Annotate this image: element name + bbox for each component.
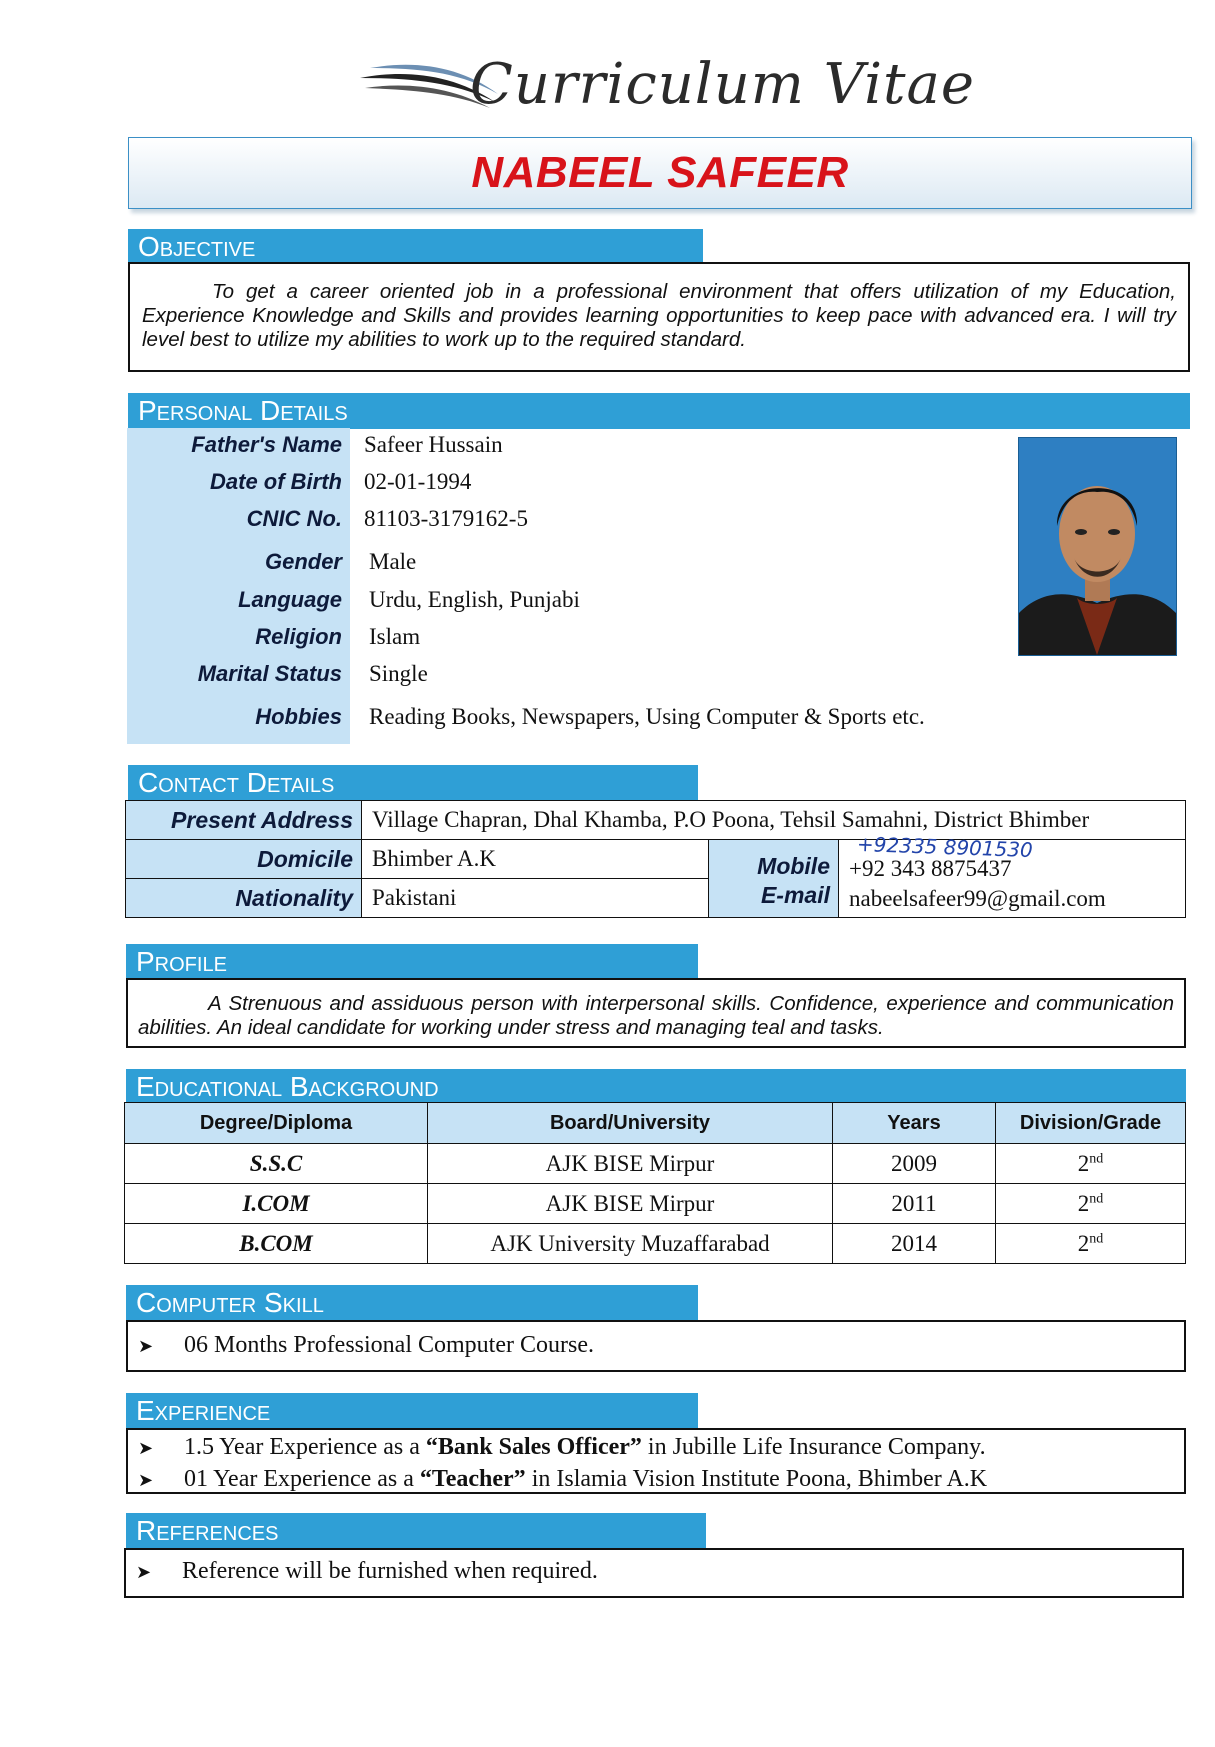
email-label: E-mail [760, 882, 830, 908]
profile-heading: Profile [126, 944, 698, 980]
personal-label: Father's Name [191, 432, 342, 457]
grade-cell [996, 1224, 1186, 1264]
experience-text: in Jubille Life Insurance Company. [641, 1434, 986, 1460]
column-header: Division/Grade [996, 1103, 1186, 1144]
list-item [138, 1332, 1184, 1359]
column-header: Board/University [428, 1103, 833, 1144]
contact-label: Present Address [126, 801, 362, 840]
personal-row [127, 432, 1127, 468]
grade-suffix: nd [1089, 1230, 1104, 1246]
grade-suffix: nd [1089, 1190, 1104, 1206]
objective-heading: Objective [128, 229, 703, 265]
personal-details-heading: Personal Details [128, 393, 1190, 429]
experience-text: in Islamia Vision Institute Poona, Bhimber A.K [525, 1466, 988, 1492]
table-row [126, 801, 1186, 840]
table-row [125, 1144, 1186, 1184]
board-cell: AJK BISE Mirpur [428, 1184, 833, 1224]
contact-table [125, 800, 1186, 918]
computer-skill-box [126, 1320, 1186, 1372]
personal-row [127, 661, 1127, 697]
profile-text: A Strenuous and assiduous person with interpersonal skills. Confidence, experience and communication abilities. An ideal candidate for working under stress and managing teal and tasks. [138, 992, 1174, 1039]
column-header: Years [833, 1103, 996, 1144]
personal-details-list [127, 428, 1127, 748]
personal-label: Language [238, 587, 342, 612]
personal-row [127, 587, 1127, 623]
objective-text: To get a career oriented job in a professional environment that offers utilization of my Education, Experience Knowledge and Skills and provides learning opportunities to keep pace with advanced era. I will try level best to utilize my abilities to work up to the required standard. [142, 280, 1176, 351]
nationality-value: Pakistani [362, 879, 709, 918]
personal-row [127, 704, 1127, 740]
degree-cell: S.S.C [125, 1144, 428, 1184]
computer-skill-text: 06 Months Professional Computer Course. [184, 1332, 594, 1358]
candidate-name: NABEEL SAFEER [471, 148, 849, 197]
arrow-bullet-icon: ➤ [138, 1438, 154, 1459]
experience-role: “Teacher” [419, 1466, 526, 1492]
domicile-value: Bhimber A.K [362, 840, 709, 879]
board-cell: AJK BISE Mirpur [428, 1144, 833, 1184]
personal-row [127, 549, 1127, 585]
personal-label: Religion [255, 624, 342, 649]
grade-cell [996, 1184, 1186, 1224]
personal-label: Marital Status [197, 661, 342, 686]
grade-suffix: nd [1089, 1150, 1104, 1166]
arrow-bullet-icon: ➤ [138, 1470, 154, 1491]
personal-value: Islam [369, 624, 421, 649]
list-item [138, 1432, 1184, 1464]
email-value: nabeelsafeer99@gmail.com [849, 886, 1106, 911]
grade-value: 2 [1077, 1230, 1090, 1256]
name-banner [128, 137, 1192, 209]
personal-value: 02-01-1994 [364, 469, 472, 494]
personal-row [127, 506, 1127, 542]
contact-label: Domicile [126, 840, 362, 879]
experience-box [126, 1428, 1186, 1494]
references-box [124, 1548, 1184, 1598]
mobile-value: +92 343 8875437 [849, 856, 1012, 881]
board-cell: AJK University Muzaffarabad [428, 1224, 833, 1264]
profile-box [126, 978, 1186, 1048]
grade-cell [996, 1144, 1186, 1184]
table-row [125, 1184, 1186, 1224]
experience-text: 01 Year Experience as a [184, 1466, 420, 1492]
degree-cell: B.COM [125, 1224, 428, 1264]
objective-box [128, 262, 1190, 372]
degree-cell: I.COM [125, 1184, 428, 1224]
column-header: Degree/Diploma [125, 1103, 428, 1144]
mobile-email-values [839, 831, 1186, 918]
grade-value: 2 [1077, 1150, 1090, 1176]
mobile-email-labels [709, 840, 839, 918]
personal-value: Safeer Hussain [364, 432, 503, 457]
personal-value: Single [369, 661, 428, 686]
references-text: Reference will be furnished when required. [182, 1558, 598, 1584]
personal-label: Gender [264, 549, 342, 574]
experience-heading: Experience [126, 1393, 698, 1429]
personal-row [127, 624, 1127, 660]
year-cell: 2014 [833, 1224, 996, 1264]
mobile-label: Mobile [757, 853, 830, 879]
personal-value: Male [369, 549, 417, 574]
education-heading: Educational Background [126, 1069, 1186, 1105]
list-item [138, 1464, 1184, 1496]
references-heading: References [126, 1513, 706, 1549]
profile-photo [1018, 437, 1177, 656]
cv-title: Curriculum Vitae [470, 52, 976, 117]
table-header-row [125, 1103, 1186, 1144]
personal-value: Reading Books, Newspapers, Using Computer & Sports etc. [369, 704, 925, 729]
computer-skill-heading: Computer Skill [126, 1285, 698, 1321]
grade-value: 2 [1077, 1190, 1090, 1216]
contact-details-heading: Contact Details [128, 765, 698, 801]
personal-row [127, 469, 1127, 505]
experience-text: 1.5 Year Experience as a [184, 1434, 426, 1460]
education-table [124, 1102, 1186, 1264]
year-cell: 2011 [833, 1184, 996, 1224]
personal-value: Urdu, English, Punjabi [369, 587, 580, 612]
contact-label: Nationality [126, 879, 362, 918]
personal-label: Hobbies [255, 704, 342, 729]
personal-label: Date of Birth [210, 469, 342, 494]
table-row [125, 1224, 1186, 1264]
experience-role: “Bank Sales Officer” [425, 1434, 642, 1460]
arrow-bullet-icon: ➤ [138, 1336, 154, 1357]
address-value: Village Chapran, Dhal Khamba, P.O Poona, Tehsil Samahni, District Bhimber [362, 801, 1186, 840]
table-row [126, 840, 1186, 879]
year-cell: 2009 [833, 1144, 996, 1184]
list-item [136, 1558, 1182, 1585]
personal-value: 81103-3179162-5 [364, 506, 528, 531]
personal-label: CNIC No. [246, 506, 342, 531]
handwritten-mobile: +92335 8901530 [856, 831, 1034, 863]
arrow-bullet-icon: ➤ [136, 1562, 152, 1583]
